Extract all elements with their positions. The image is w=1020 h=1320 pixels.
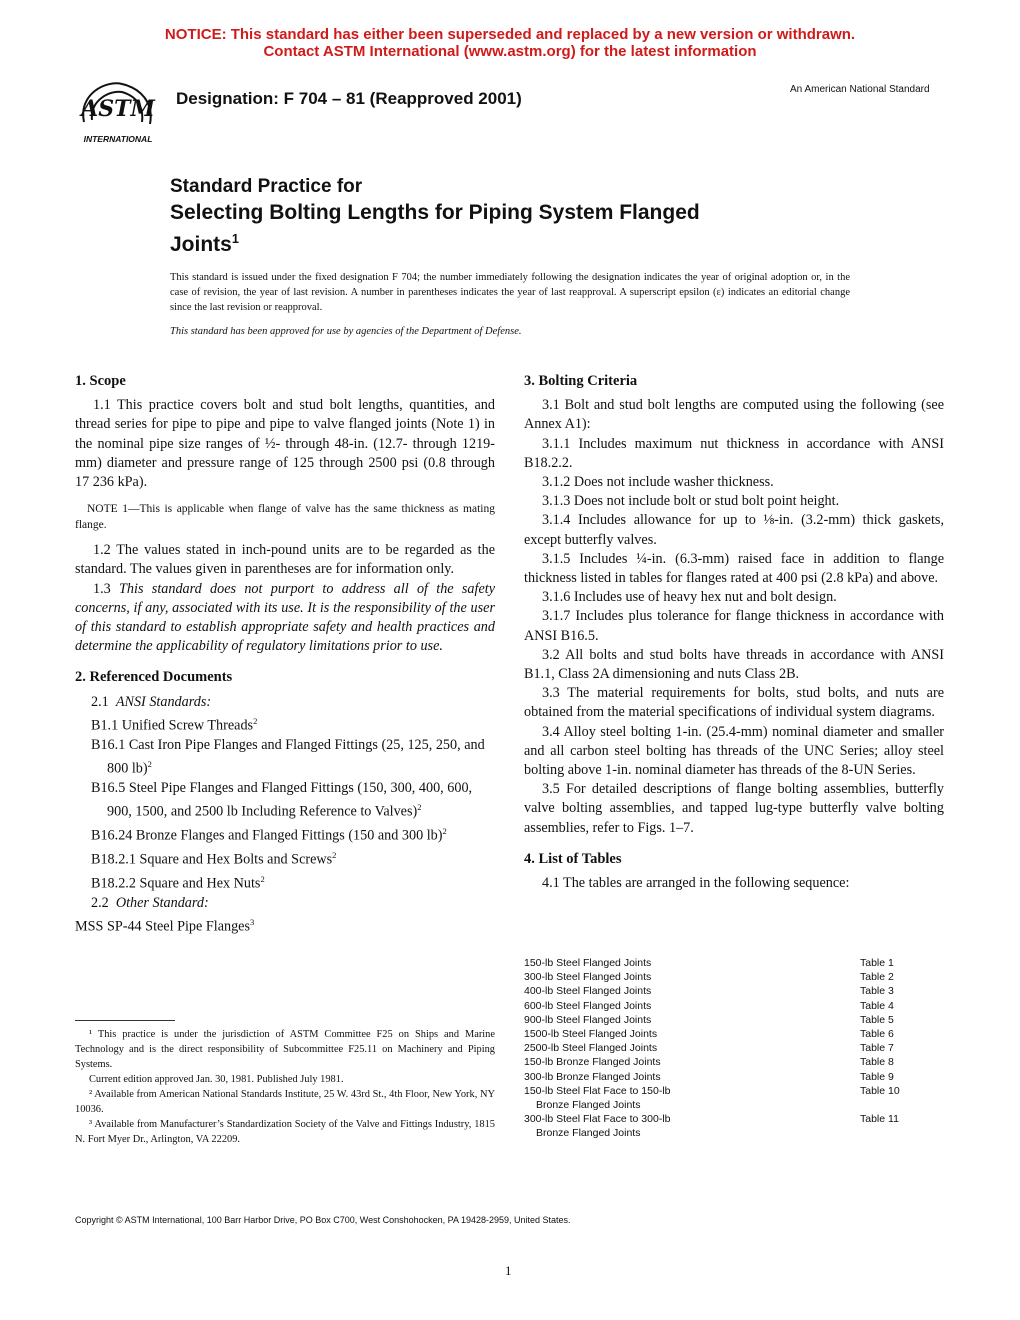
tables-heading: 4. List of Tables bbox=[524, 850, 622, 867]
reference-text: B1.1 Unified Screw Threads bbox=[91, 717, 254, 734]
footnote-rule bbox=[75, 1020, 175, 1021]
mss-footnote-mark: 3 bbox=[250, 917, 255, 928]
scope-1-3 bbox=[75, 580, 495, 657]
notice-line-1: NOTICE: This standard has either been superseded and replaced by a new version or withdrawn. bbox=[164, 26, 856, 43]
table-list-row bbox=[524, 1055, 904, 1069]
dod-approval-note: This standard has been approved for use by agencies of the Department of Defense. bbox=[170, 326, 522, 337]
footnote-2: ² Available from American National Standards Institute, 25 W. 43rd St., 4th Floor, New York, NY 10036. bbox=[75, 1089, 495, 1115]
bolting-paragraph: 3.1.3 Does not include bolt or stud bolt point height. bbox=[542, 493, 840, 510]
page-number: 1 bbox=[505, 1263, 512, 1278]
bolting-paragraph: 3.1.7 Includes plus tolerance for flange thickness in accordance with ANSI B16.5. bbox=[524, 608, 944, 644]
title-line-2-text: Selecting Bolting Lengths for Piping System Flanged bbox=[170, 201, 700, 224]
table-list-row bbox=[524, 956, 904, 970]
mss-text: MSS SP-44 Steel Pipe Flanges bbox=[75, 918, 251, 935]
table-number: Table 3 bbox=[860, 985, 894, 998]
bolting-paragraph: 3.1.1 Includes maximum nut thickness in accordance with ANSI B18.2.2. bbox=[524, 435, 944, 471]
table-list-row bbox=[524, 1112, 904, 1140]
table-name-text: 1500-lb Steel Flanged Joints bbox=[524, 1027, 658, 1040]
footnote-1b: Current edition approved Jan. 30, 1981. Published July 1981. bbox=[89, 1074, 344, 1085]
table-number: Table 5 bbox=[860, 1013, 894, 1026]
bolting-paragraph: 3.1.6 Includes use of heavy hex nut and bolt design. bbox=[542, 589, 837, 606]
table-list-name bbox=[524, 970, 774, 984]
tables-intro: 4.1 The tables are arranged in the following sequence: bbox=[542, 875, 850, 892]
table-list-row bbox=[524, 1041, 904, 1055]
table-list-name bbox=[524, 1055, 774, 1069]
table-name-text: 2500-lb Steel Flanged Joints bbox=[524, 1042, 658, 1055]
reference-footnote-mark: 2 bbox=[147, 758, 152, 769]
tables-list bbox=[524, 956, 904, 1140]
title-footnote-mark: 1 bbox=[231, 232, 239, 246]
bolting-paragraph: 3.1.5 Includes ¼-in. (6.3-mm) raised face in addition to flange thickness listed in tables for flanges rated at 400 psi (2.8 kPa) and above. bbox=[524, 550, 944, 587]
table-list-row bbox=[524, 970, 904, 984]
national-standard-label: An American National Standard bbox=[790, 84, 930, 95]
table-name-text: 400-lb Steel Flanged Joints bbox=[524, 985, 652, 998]
table-name-text: 300-lb Steel Flanged Joints bbox=[524, 971, 652, 984]
footnote-3: ³ Available from Manufacturer’s Standardization Society of the Valve and Fittings Industry, 1815 N. Fort Myer Dr., Arlington, VA 22209. bbox=[75, 1119, 495, 1145]
reference-footnote-mark: 2 bbox=[417, 802, 422, 813]
table-name-text: 300-lb Bronze Flanged Joints bbox=[524, 1070, 661, 1083]
ansi-standards-label bbox=[91, 693, 495, 712]
logo-letters: ASTM bbox=[81, 96, 155, 122]
mss-reference bbox=[75, 913, 495, 937]
document-title bbox=[170, 175, 870, 258]
bolting-paragraph: 3.5 For detailed descriptions of flange bolting assemblies, butterfly valve bolting assemblies, and tapped lug-type butterfly valve bolting assemblies, refer to Figs. 1–7. bbox=[524, 781, 944, 836]
title-line-2 bbox=[170, 199, 870, 258]
table-name-text: 600-lb Steel Flanged Joints bbox=[524, 999, 652, 1012]
table-list-name bbox=[524, 1070, 774, 1084]
other-number: 2.2 bbox=[91, 894, 109, 911]
table-list-row bbox=[524, 1013, 904, 1027]
other-label: Other Standard: bbox=[115, 894, 209, 911]
table-number: Table 10 bbox=[860, 1084, 900, 1097]
table-number: Table 8 bbox=[860, 1056, 894, 1069]
reference-text: B18.2.2 Square and Hex Nuts bbox=[91, 875, 261, 892]
bolting-paragraph: 3.1.4 Includes allowance for up to ⅛-in. (3.2-mm) thick gaskets, except butterfly valves. bbox=[524, 512, 944, 548]
table-name-continuation: Bronze Flanged Joints bbox=[536, 1098, 641, 1111]
astm-logo bbox=[70, 76, 166, 148]
scope-heading: 1. Scope bbox=[75, 373, 126, 389]
table-name-continuation: Bronze Flanged Joints bbox=[536, 1127, 641, 1140]
bolting-paragraph: 3.3 The material requirements for bolts, stud bolts, and nuts are obtained from the material specifications of individual system diagrams. bbox=[524, 685, 944, 721]
title-line-3-text: Joints bbox=[170, 233, 232, 256]
reference-item bbox=[91, 779, 495, 822]
bolting-paragraph: 3.4 Alloy steel bolting 1-in. (25.4-mm) nominal diameter and smaller and all carbon steel bolting has threads of the UNC Series; alloy steel bolting above 1-in. nominal diameter has threads of the 8-UN Series. bbox=[524, 723, 944, 779]
table-number: Table 1 bbox=[860, 957, 894, 969]
table-number: Table 9 bbox=[860, 1070, 894, 1083]
reference-item bbox=[91, 822, 495, 846]
table-list-name bbox=[524, 1013, 774, 1027]
table-list-name bbox=[524, 1112, 774, 1140]
reference-footnote-mark: 2 bbox=[442, 826, 447, 837]
reference-footnote-mark: 2 bbox=[332, 850, 337, 860]
scope-1-3-text: This standard does not purport to address all of the safety concerns, if any, associated with its use. It is the responsibility of the user of this standard to establish appropriate safety and health practices and determine the applicability of regulatory limitations prior to use. bbox=[75, 580, 495, 655]
table-name-text: 150-lb Steel Flanged Joints bbox=[524, 957, 652, 969]
reference-item bbox=[91, 870, 495, 894]
table-list-row bbox=[524, 1070, 904, 1084]
scope-note-1: NOTE 1—This is applicable when flange of valve has the same thickness as mating flange. bbox=[75, 503, 495, 532]
reference-item bbox=[91, 736, 495, 779]
notice-line-2: Contact ASTM International (www.astm.org) for the latest information bbox=[263, 43, 757, 60]
logo-subtext: INTERNATIONAL bbox=[83, 134, 153, 144]
reference-text: B16.5 Steel Pipe Flanges and Flanged Fittings (150, 300, 400, 600, 900, 1500, and 2500 lb Including Reference to Valves) bbox=[91, 779, 473, 820]
table-number: Table 6 bbox=[860, 1027, 894, 1040]
bolting-heading: 3. Bolting Criteria bbox=[524, 373, 638, 389]
table-number: Table 2 bbox=[860, 971, 894, 984]
references-heading: 2. Referenced Documents bbox=[75, 669, 233, 686]
withdrawal-notice bbox=[0, 26, 1020, 60]
bolting-paragraph: 3.1.2 Does not include washer thickness. bbox=[542, 474, 774, 491]
ansi-number: 2.1 bbox=[91, 693, 109, 710]
right-column bbox=[524, 372, 944, 893]
table-list-name bbox=[524, 1027, 774, 1041]
table-name-text: 300-lb Steel Flat Face to 300-lb bbox=[524, 1113, 671, 1126]
other-standard-label bbox=[91, 894, 495, 913]
table-list-name bbox=[524, 999, 774, 1013]
table-name-text: 150-lb Steel Flat Face to 150-lb bbox=[524, 1084, 671, 1097]
reference-text: B16.24 Bronze Flanges and Flanged Fittings (150 and 300 lb) bbox=[91, 827, 443, 844]
left-column bbox=[75, 372, 495, 937]
bolting-paragraph: 3.2 All bolts and stud bolts have threads in accordance with ANSI B1.1, Class 2A dimensioning and nuts Class 2B. bbox=[524, 646, 944, 683]
reference-text: B16.1 Cast Iron Pipe Flanges and Flanged Fittings (25, 125, 250, and 800 lb) bbox=[91, 736, 485, 777]
reference-text: B18.2.1 Square and Hex Bolts and Screws bbox=[91, 851, 333, 868]
copyright: Copyright © ASTM International, 100 Barr Harbor Drive, PO Box C700, West Conshohocken, PA 19428-2959, United States. bbox=[75, 1215, 571, 1225]
reference-footnote-mark: 2 bbox=[260, 873, 265, 884]
reference-list bbox=[75, 712, 495, 894]
table-list-name bbox=[524, 1041, 774, 1055]
table-list-name bbox=[524, 984, 774, 998]
scope-1-1: 1.1 This practice covers bolt and stud bolt lengths, quantities, and thread series for pipe to pipe and pipe to valve flanged joints (Note 1) in the nominal pipe size ranges of ½- through 48-in. (12.7- through 1219-mm) diameter and pressure range of 125 through 2500 psi (0.8 through 17 236 kPa). bbox=[75, 397, 495, 491]
table-list-row bbox=[524, 1027, 904, 1041]
scope-1-3-number: 1.3 bbox=[93, 580, 111, 597]
title-line-1: Standard Practice for bbox=[170, 176, 363, 197]
ansi-label: ANSI Standards: bbox=[115, 693, 212, 710]
reference-item bbox=[91, 712, 495, 736]
footnotes bbox=[75, 1027, 495, 1147]
table-number: Table 4 bbox=[860, 999, 894, 1012]
table-number: Table 7 bbox=[860, 1042, 894, 1055]
table-list-name bbox=[524, 956, 774, 970]
bolting-paragraph: 3.1 Bolt and stud bolt lengths are computed using the following (see Annex A1): bbox=[524, 397, 944, 433]
reference-item bbox=[91, 846, 495, 870]
footnote-1: ¹ This practice is under the jurisdiction of ASTM Committee F25 on Ships and Marine Technology and is the direct responsibility of Subcommittee F25.11 on Machinery and Piping Systems. bbox=[75, 1029, 495, 1070]
table-name-text: 150-lb Bronze Flanged Joints bbox=[524, 1056, 661, 1069]
table-name-text: 900-lb Steel Flanged Joints bbox=[524, 1013, 652, 1026]
table-list-row bbox=[524, 999, 904, 1013]
table-list-row bbox=[524, 1084, 904, 1112]
reference-footnote-mark: 2 bbox=[253, 715, 258, 726]
designation: Designation: F 704 – 81 (Reapproved 2001) bbox=[176, 89, 522, 108]
preamble: This standard is issued under the fixed designation F 704; the number immediately following the designation indicates the year of original adoption or, in the case of revision, the year of last revision. A number in parentheses indicates the year of last reapproval. A superscript epsilon (ε) indicates an editorial change since the last revision or reapproval. bbox=[170, 272, 850, 313]
table-number: Table 11 bbox=[860, 1113, 899, 1126]
scope-1-2: 1.2 The values stated in inch-pound units are to be regarded as the standard. The values given in parentheses are for information only. bbox=[75, 542, 495, 578]
bolting-paragraphs bbox=[524, 396, 944, 838]
table-list-name bbox=[524, 1084, 774, 1112]
table-list-row bbox=[524, 984, 904, 998]
